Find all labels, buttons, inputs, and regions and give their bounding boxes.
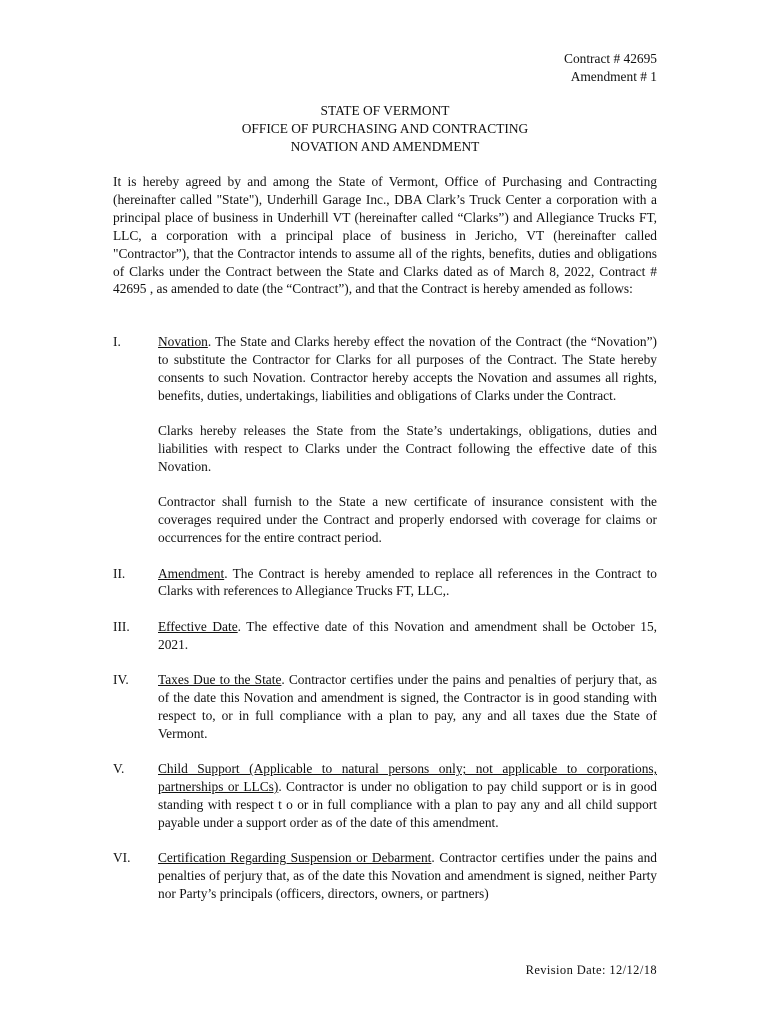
section-list (113, 333, 657, 921)
section-novation (113, 333, 657, 547)
section-heading: Certification Regarding Suspension or Debarment (158, 850, 432, 866)
section-taxes (113, 671, 657, 743)
amendment-number: Amendment # 1 (570, 69, 657, 84)
section-paragraph (158, 671, 657, 743)
contract-number: Contract # 42695 (564, 51, 657, 66)
section-heading: Taxes Due to the State (158, 672, 282, 688)
section-numeral: VI. (113, 850, 131, 866)
title-document-type: NOVATION AND AMENDMENT (290, 139, 480, 154)
section-numeral: IV. (113, 672, 129, 688)
section-paragraph (158, 565, 657, 601)
section-text: . Contractor certifies under the pains and penalties of perjury that, as of the date this Novation and amendment is signed, the Contractor is in good standing with respect to, or in full compliance with a plan to pay, any and all taxes due the State of Vermont. (158, 672, 657, 741)
title-state: STATE OF VERMONT (320, 103, 450, 118)
revision-date: Revision Date: 12/12/18 (525, 963, 657, 977)
section-numeral: III. (113, 618, 130, 634)
document-title (0, 102, 770, 156)
section-debarment (113, 849, 657, 903)
section-numeral: V. (113, 761, 125, 777)
section-paragraph-release: Clarks hereby releases the State from the State’s undertakings, obligations, duties and liabilities with respect to Clarks under the Contract following the effective date of this Novation. (158, 423, 657, 474)
section-amendment (113, 565, 657, 601)
section-paragraph-insurance: Contractor shall furnish to the State a new certificate of insurance consistent with the coverages required under the Contract and properly endorsed with coverage for claims or occurrences for the entire contract period. (158, 494, 657, 546)
section-paragraph (158, 760, 657, 832)
section-text: . Contractor is under no obligation to pay child support or is in good standing with respect t o or in full compliance with a plan to pay any and all child support payable under a support order as of the date of this amendment. (158, 779, 657, 831)
section-text: . The Contract is hereby amended to replace all references in the Contract to Clarks with references to Allegiance Trucks FT, LLC,. (158, 565, 657, 599)
section-child-support (113, 760, 657, 832)
section-heading: Effective Date (158, 618, 238, 634)
section-effective-date (113, 618, 657, 654)
section-heading: Amendment (158, 565, 225, 581)
section-text: . The effective date of this Novation and amendment shall be October 15, 2021. (158, 618, 657, 652)
section-paragraph (158, 333, 657, 405)
contract-reference (564, 50, 657, 86)
section-text: . Contractor certifies under the pains and penalties of perjury that, as of the date this Novation and amendment is signed, neither Party nor Party’s principals (officers, directors, owners, or partners) (158, 850, 657, 902)
section-heading: Novation (158, 334, 208, 349)
title-office: OFFICE OF PURCHASING AND CONTRACTING (241, 121, 529, 136)
section-paragraph (158, 849, 657, 903)
section-numeral: II. (113, 565, 126, 581)
section-paragraph (158, 618, 657, 654)
section-numeral: I. (113, 334, 121, 349)
section-text: . The State and Clarks hereby effect the novation of the Contract (the “Novation”) to substitute the Contractor for Clarks for all purposes of the Contract. The State hereby consents to such Novation. Contractor hereby accepts the Novation and assumes all rights, benefits, duties, undertakings, liabilities and obligations of Clarks under the Contract. (158, 334, 657, 403)
intro-paragraph: It is hereby agreed by and among the State of Vermont, Office of Purchasing and Contracting (hereinafter called "State"), Underhill Garage Inc., DBA Clark’s Truck Center a corporation with a principal place of business in Underhill VT (hereinafter called “Clarks”) and Allegiance Trucks FT, LLC, a corporation with a principal place of business in Jericho, VT (hereinafter called "Contractor”), that the Contractor intends to assume all of the rights, benefits, duties and obligations of Clarks under the Contract between the State and Clarks dated as of March 8, 2022, Contract # 42695 , as amended to date (the “Contract”), and that the Contract is hereby amended as follows: (113, 174, 657, 297)
section-heading: Child Support (Applicable to natural persons only; not applicable to corporations, partnerships or LLCs) (158, 761, 657, 795)
